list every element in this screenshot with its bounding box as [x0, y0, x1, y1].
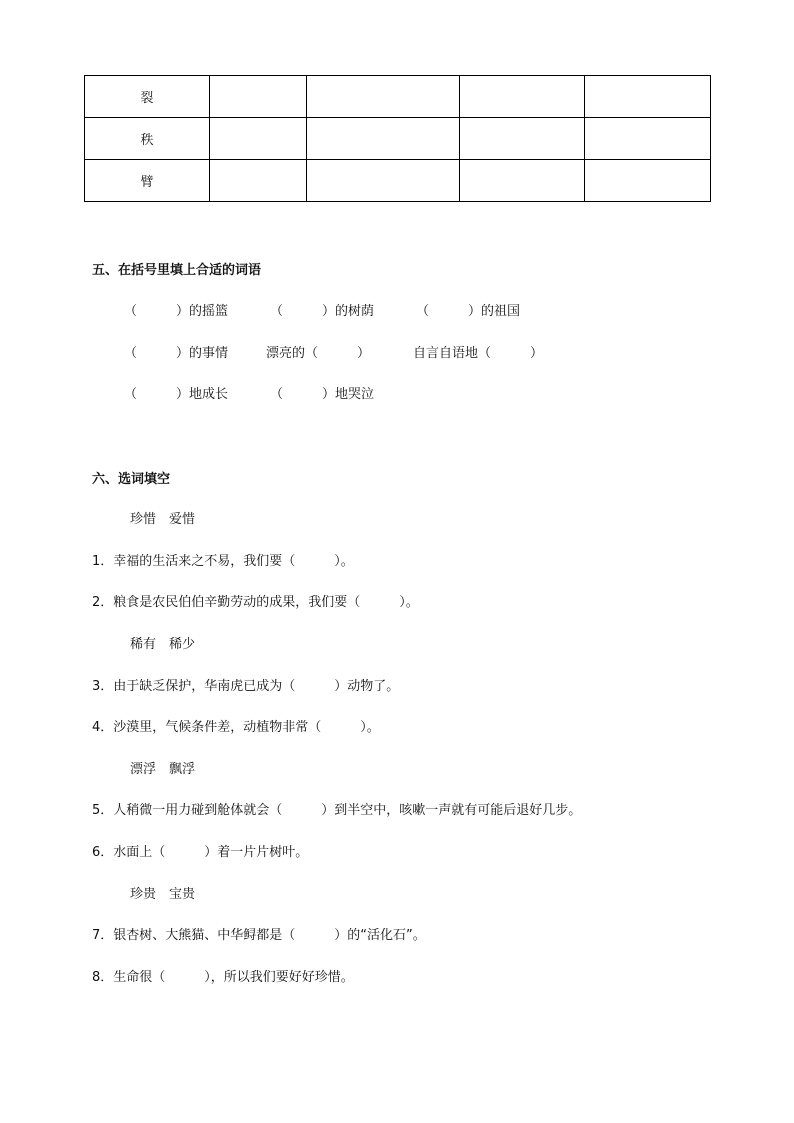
table-cell-blank[interactable]: [585, 76, 711, 118]
table-row: [85, 118, 711, 160]
table-cell-char: 裂: [85, 76, 210, 118]
table-cell-blank[interactable]: [460, 76, 585, 118]
word-choices: 珍贵 宝贵: [130, 887, 196, 902]
word-choices: 漂浮 飘浮: [130, 762, 196, 777]
table-cell-blank[interactable]: [307, 160, 460, 202]
fill-blank-item[interactable]: （ ）地哭泣: [270, 387, 375, 402]
fill-blank-item[interactable]: 自言自语地（ ）: [413, 346, 544, 361]
fill-blank-item[interactable]: （ ）地成长: [124, 387, 229, 402]
table-row: [85, 160, 711, 202]
question-item[interactable]: 4．沙漠里，气候条件差，动植物非常（ ）。: [92, 720, 380, 735]
question-item[interactable]: 8．生命很（ ），所以我们要好好珍惜。: [92, 970, 354, 985]
table-cell-blank[interactable]: [460, 118, 585, 160]
question-item[interactable]: 5．人稍微一用力碰到舱体就会（ ）到半空中，咳嗽一声就有可能后退好几步。: [92, 803, 582, 818]
table-cell-blank[interactable]: [210, 160, 307, 202]
table-cell-char: 臂: [85, 160, 210, 202]
word-choices: 珍惜 爱惜: [130, 512, 196, 527]
section5-title: 五、在括号里填上合适的词语: [92, 263, 262, 278]
question-item[interactable]: 2．粮食是农民伯伯辛勤劳动的成果，我们要（ ）。: [92, 595, 419, 610]
table-cell-blank[interactable]: [307, 118, 460, 160]
question-item[interactable]: 1．幸福的生活来之不易，我们要（ ）。: [92, 554, 354, 569]
section6-title: 六、选词填空: [92, 472, 171, 487]
question-item[interactable]: 7．银杏树、大熊猫、中华鲟都是（ ）的“活化石”。: [92, 928, 426, 943]
fill-blank-item[interactable]: （ ）的祖国: [416, 304, 521, 319]
question-item[interactable]: 3．由于缺乏保护，华南虎已成为（ ）动物了。: [92, 679, 400, 694]
fill-blank-item[interactable]: （ ）的树荫: [270, 304, 375, 319]
question-item[interactable]: 6．水面上（ ）着一片片树叶。: [92, 845, 309, 860]
table-cell-blank[interactable]: [307, 76, 460, 118]
table-cell-blank[interactable]: [210, 118, 307, 160]
table-cell-blank[interactable]: [460, 160, 585, 202]
table-cell-blank[interactable]: [210, 76, 307, 118]
fill-blank-item[interactable]: 漂亮的（ ）: [266, 346, 371, 361]
table-cell-char: 秩: [85, 118, 210, 160]
table-cell-blank[interactable]: [585, 118, 711, 160]
table-row: [85, 76, 711, 118]
character-table: [84, 75, 711, 202]
fill-blank-item[interactable]: （ ）的事情: [124, 346, 229, 361]
word-choices: 稀有 稀少: [130, 637, 196, 652]
fill-blank-item[interactable]: （ ）的摇篮: [124, 304, 229, 319]
table-cell-blank[interactable]: [585, 160, 711, 202]
